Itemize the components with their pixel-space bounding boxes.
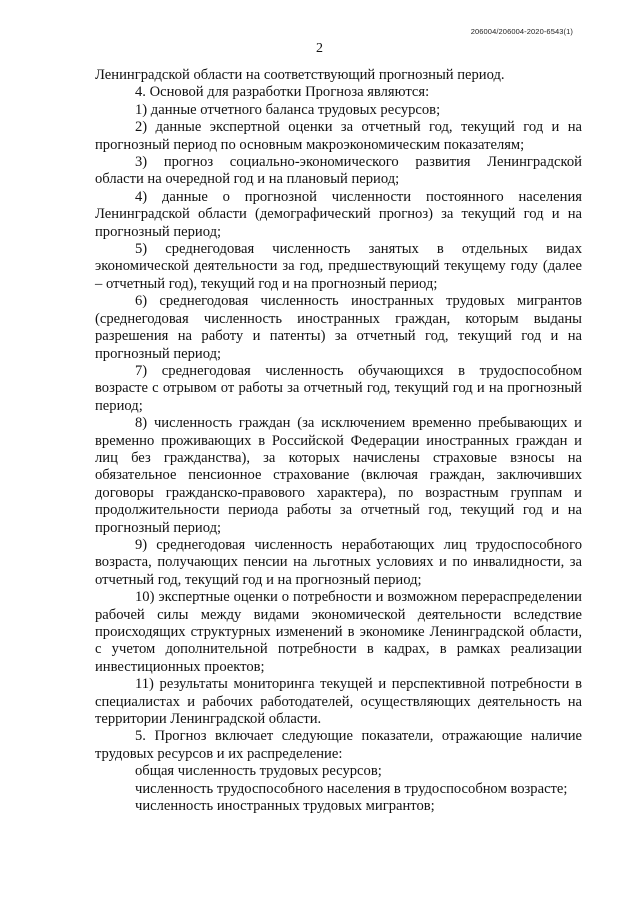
paragraph-item-9: 9) среднегодовая численность неработающих лиц трудоспособного возраста, получающих пенсии на льготных условиях и по инвалидности, за отчетный год, текущий год и на прогнозный период;	[95, 536, 582, 588]
document-code: 206004/206004-2020-6543(1)	[470, 27, 573, 36]
page-number: 2	[316, 41, 323, 56]
paragraph-item-5: 5) среднегодовая численность занятых в отдельных видах экономической деятельности за год, предшествующий текущему году (далее – отчетный год), текущий год и на прогнозный период;	[95, 241, 582, 292]
paragraph-item-11: 11) результаты мониторинга текущей и перспективной потребности в специалистах и рабочих работодателей, осуществляющих деятельность на территории Ленинградской области.	[95, 676, 582, 728]
paragraph-item-4: 4) данные о прогнозной численности постоянного населения Ленинградской области (демографический прогноз) за текущий год и на прогнозный период;	[95, 188, 582, 240]
paragraph-section-5: 5. Прогноз включает следующие показатели, отражающие наличие трудовых ресурсов и их распределение:	[95, 728, 582, 762]
paragraph-item-2: 2) данные экспертной оценки за отчетный год, текущий год и на прогнозный период по основным макроэкономическим показателям;	[95, 119, 582, 153]
indicator-working-age-population: численность трудоспособного населения в трудоспособном возрасте;	[135, 780, 568, 797]
paragraph-item-8: 8) численность граждан (за исключением временно пребывающих и временно проживающих в Российской Федерации иностранных граждан и лиц без гражданства), за которых начислены страховые взносы на обязательное пенсионное страхование (включая граждан, заключивших договоры гражданско-правового характера), по возрастным группам и продолжительности периода работы за отчетный год, текущий год и на прогнозный период;	[95, 415, 582, 536]
document-body	[95, 67, 582, 815]
paragraph-item-6: 6) среднегодовая численность иностранных трудовых мигрантов (среднегодовая численность иностранных граждан, которым выданы разрешения на работу и патенты) за отчетный год, текущий год и на прогнозный период;	[95, 293, 582, 362]
paragraph-continuation: Ленинградской области на соответствующий прогнозный период.	[95, 67, 505, 83]
paragraph-item-3: 3) прогноз социально-экономического развития Ленинградской области на очередной год и на плановый период;	[95, 154, 582, 188]
paragraph-item-10: 10) экспертные оценки о потребности и возможном перераспределении рабочей силы между видами экономической деятельности вследствие происходящих структурных изменений в экономике Ленинградской области, с учетом дополнительной потребности в кадрах, в рамках реализации инвестиционных проектов;	[95, 589, 582, 675]
indicator-foreign-migrants: численность иностранных трудовых мигрантов;	[135, 798, 435, 815]
indicator-total-labor-resources: общая численность трудовых ресурсов;	[135, 763, 382, 780]
paragraph-item-7: 7) среднегодовая численность обучающихся в трудоспособном возрасте с отрывом от работы за отчетный год, текущий год и на прогнозный период;	[95, 362, 582, 414]
paragraph-section-4: 4. Основой для разработки Прогноза являются:	[135, 84, 430, 101]
paragraph-item-1: 1) данные отчетного баланса трудовых ресурсов;	[135, 101, 441, 118]
